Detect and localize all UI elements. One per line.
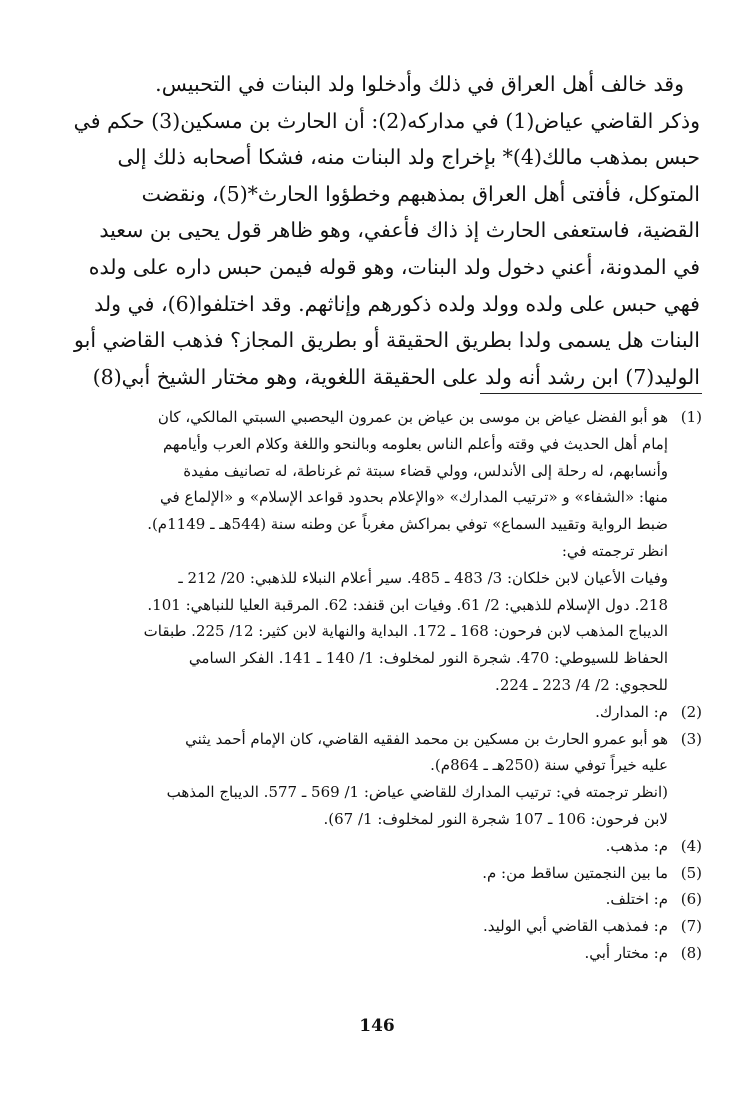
footnote-body xyxy=(42,699,668,726)
footnote-line: م: اختلف. xyxy=(605,890,668,909)
footnote-3 xyxy=(42,726,702,833)
footnote-body xyxy=(42,913,668,940)
footnote-number: (4) xyxy=(680,836,702,855)
footnote-body xyxy=(42,833,668,860)
footnote-number: (5) xyxy=(680,863,702,882)
footnote-line: الديباج المذهب لابن فرحون: 168 ـ 172. البداية والنهاية لابن كثير: 12/ 225. طبقات xyxy=(143,622,668,641)
footnote-line: للحجوي: 2/ 4/ 223 ـ 224. xyxy=(495,675,668,694)
footnote-line: وفيات الأعيان لابن خلكان: 3/ 483 ـ 485. سير أعلام النبلاء للذهبي: 20/ 212 ـ xyxy=(178,568,668,587)
main-text-line: حبس بمذهب مالك(4)* بإخراج ولد البنات منه، فشكا أصحابه ذلك إلى xyxy=(117,145,700,170)
footnote-body xyxy=(42,726,668,833)
footnote-line: لابن فرحون: 106 ـ 107 شجرة النور لمخلوف: 1/ 67). xyxy=(323,809,668,828)
footnote-line: الحفاظ للسيوطي: 470. شجرة النور لمخلوف: 1/ 140 ـ 141. الفكر السامي xyxy=(188,649,668,668)
footnote-separator xyxy=(480,393,702,394)
footnote-body xyxy=(42,940,668,967)
footnote-6 xyxy=(42,886,702,913)
footnote-line: م: مختار أبي. xyxy=(584,943,668,962)
main-text-line: وقد خالف أهل العراق في ذلك وأدخلوا ولد البنات في التحبيس. xyxy=(155,72,684,96)
footnote-number: (3) xyxy=(680,729,702,748)
footnote-line: 218. دول الإسلام للذهبي: 2/ 61. وفيات ابن قنفد: 62. المرقبة العليا للنباهي: 101. xyxy=(147,595,668,614)
main-text-line: في المدونة، أعني دخول ولد البنات، وهو قوله فيمن حبس داره على ولده xyxy=(88,254,700,279)
footnote-body xyxy=(42,404,668,699)
footnote-number: (8) xyxy=(680,943,702,962)
page-number: 146 xyxy=(359,1016,395,1036)
footnote-number: (6) xyxy=(680,890,702,909)
footnote-body xyxy=(42,886,668,913)
footnote-line: م: المدارك. xyxy=(595,702,668,721)
footnote-line: منها: «الشفاء» و «ترتيب المدارك» «والإعلام بحدود قواعد الإسلام» و «الإلماع في xyxy=(160,488,668,507)
main-text-line: المتوكل، فأفتى أهل العراق بمذهبهم وخطؤوا الحارث*(5)، ونقضت xyxy=(141,181,700,206)
main-text-line: وذكر القاضي عياض(1) في مداركه(2): أن الحارث بن مسكين(3) حكم في xyxy=(73,108,700,133)
footnote-line: انظر ترجمته في: xyxy=(561,541,668,560)
footnote-line: ضبط الرواية وتقييد السماع» توفي بمراكش مغرباً عن وطنه سنة (544هـ ـ 1149م). xyxy=(147,515,668,534)
footnote-line: م: فمذهب القاضي أبي الوليد. xyxy=(483,917,668,936)
footnote-line: (انظر ترجمته في: ترتيب المدارك للقاضي عياض: 1/ 569 ـ 577. الديباج المذهب xyxy=(166,783,668,802)
main-text-line: الوليد(7) ابن رشد أنه ولد على الحقيقة اللغوية، وهو مختار الشيخ أبي(8) xyxy=(92,364,700,389)
footnote-line: هو أبو عمرو الحارث بن مسكين بن محمد الفقيه القاضي، كان الإمام أحمد يثني xyxy=(185,729,668,748)
footnote-4 xyxy=(42,833,702,860)
main-text-line: البنات هل يسمى ولدا بطريق الحقيقة أو بطريق المجاز؟ فذهب القاضي أبو xyxy=(74,328,700,353)
main-text-line: فهي حبس على ولده وولد ولده ذكورهم وإناثهم. وقد اختلفوا(6)، في ولد xyxy=(94,291,700,316)
footnote-7 xyxy=(42,913,702,940)
footnote-number: (1) xyxy=(680,408,702,426)
footnote-line: هو أبو الفضل عياض بن موسى بن عياض بن عمرون اليحصبي السبتي المالكي، كان xyxy=(157,408,668,426)
footnote-line: وأنسابهم، له رحلة إلى الأندلس، وولي قضاء سبتة ثم غرناطة، له تصانيف مفيدة xyxy=(183,461,668,480)
footnote-line: م: مذهب. xyxy=(605,836,668,855)
footnote-2 xyxy=(42,699,702,726)
footnote-8 xyxy=(42,940,702,967)
footnote-5 xyxy=(42,860,702,887)
footnote-number: (2) xyxy=(680,702,702,721)
footnote-1 xyxy=(42,404,702,699)
footnote-line: ما بين النجمتين ساقط من: م. xyxy=(482,863,668,882)
footnotes xyxy=(42,404,702,967)
footnote-number: (7) xyxy=(680,917,702,936)
footnote-line: إمام أهل الحديث في وقته وأعلم الناس بعلومه وبالنحو واللغة وكلام العرب وأيامهم xyxy=(162,434,668,453)
footnote-body xyxy=(42,860,668,887)
main-text-line: القضية، فاستعفى الحارث إذ ذاك فأعفي، وهو ظاهر قول يحيى بن سعيد xyxy=(99,218,700,243)
footnote-line: عليه خيراً توفي سنة (250هـ ـ 864م). xyxy=(430,756,668,775)
main-text xyxy=(60,66,700,395)
